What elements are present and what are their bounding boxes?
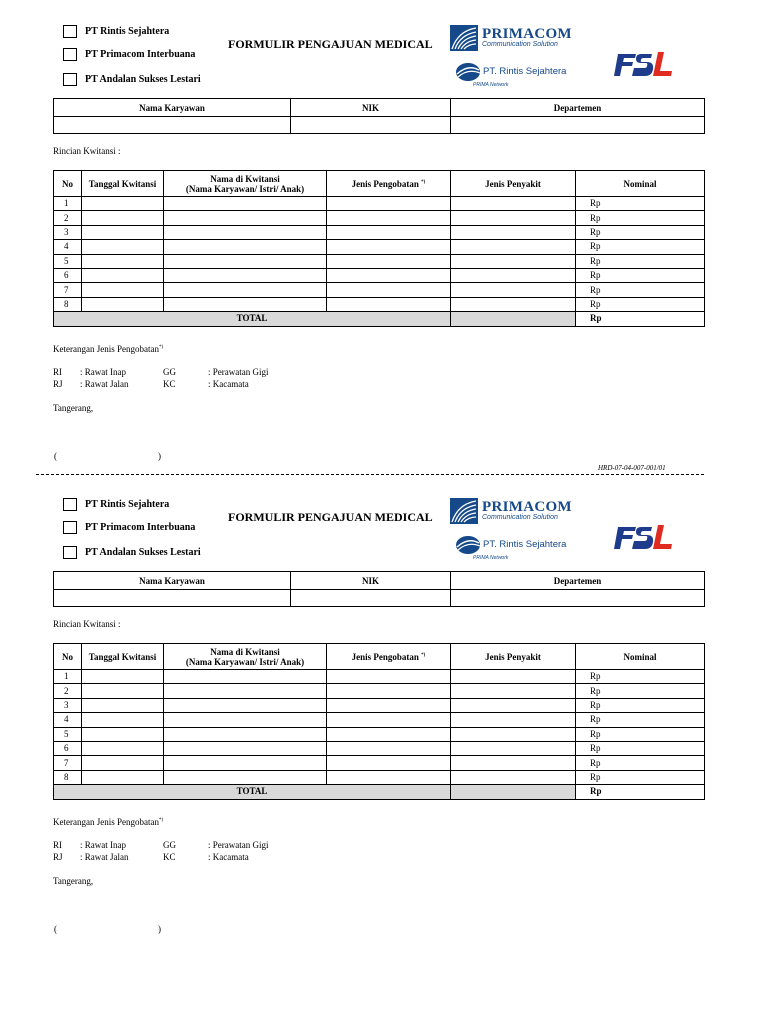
nama-field[interactable]	[164, 713, 327, 727]
desc-ri: : Rawat Inap	[80, 367, 126, 377]
desc-rj: : Rawat Jalan	[80, 852, 129, 862]
kwitansi-table-header	[54, 644, 705, 670]
form-title: FORMULIR PENGAJUAN MEDICAL	[228, 510, 433, 524]
code-gg: GG	[163, 367, 176, 377]
nama-field[interactable]	[164, 670, 327, 684]
total-nominal[interactable]: Rp	[576, 785, 705, 799]
keterangan-text: Keterangan Jenis Pengobatan	[53, 344, 159, 354]
footnote-marker: *)	[421, 180, 426, 185]
header-jenis-pengobatan	[327, 171, 451, 197]
code-gg: GG	[163, 840, 176, 850]
row-no: 1	[54, 197, 82, 211]
header-nama-line2: (Nama Karyawan/ Istri/ Anak)	[185, 183, 305, 194]
nominal-field[interactable]: Rp	[576, 770, 705, 784]
jenis-pengobatan-field[interactable]	[327, 197, 451, 211]
jenis-pengobatan-field[interactable]	[327, 684, 451, 698]
checkbox[interactable]	[63, 498, 77, 511]
kwitansi-row	[54, 240, 705, 254]
row-no: 8	[54, 770, 82, 784]
company-label: PT Primacom Interbuana	[85, 521, 196, 533]
tanggal-field[interactable]	[82, 197, 164, 211]
code-ri: RI	[53, 840, 62, 850]
primacom-tagline: Communication Solution	[482, 514, 558, 521]
primacom-wave-icon	[450, 25, 478, 51]
header-nama-line1: Nama di Kwitansi	[210, 173, 280, 184]
rincian-label: Rincian Kwitansi :	[53, 146, 121, 156]
total-label: TOTAL	[54, 785, 451, 799]
header-nama-line1: Nama di Kwitansi	[210, 646, 280, 657]
primacom-name: PRIMACOM	[482, 499, 572, 515]
company-option-andalan[interactable]	[63, 72, 201, 86]
nik-field[interactable]	[291, 590, 451, 607]
jenis-penyakit-field[interactable]	[451, 283, 576, 297]
header-nama-karyawan: Nama Karyawan	[54, 99, 291, 117]
nama-field[interactable]	[164, 698, 327, 712]
place-label: Tangerang,	[53, 403, 94, 413]
jenis-penyakit-field[interactable]	[451, 254, 576, 268]
header-tanggal-kwitansi: Tanggal Kwitansi	[82, 171, 164, 197]
code-ri: RI	[53, 367, 62, 377]
nama-field[interactable]	[164, 211, 327, 225]
rintis-tagline: PRIMA Network	[473, 555, 509, 561]
jenis-penyakit-field[interactable]	[451, 727, 576, 741]
tanggal-field[interactable]	[82, 254, 164, 268]
company-label: PT Rintis Sejahtera	[85, 498, 170, 510]
kwitansi-row	[54, 283, 705, 297]
header-nama-di-kwitansi	[164, 644, 327, 670]
row-no: 6	[54, 268, 82, 282]
fsl-logo	[614, 521, 674, 558]
jenis-pengobatan-field[interactable]	[327, 283, 451, 297]
total-spacer	[451, 312, 576, 326]
jenis-penyakit-field[interactable]	[451, 756, 576, 770]
nominal-field[interactable]: Rp	[576, 670, 705, 684]
signature-open: (	[54, 924, 57, 934]
company-label: PT Rintis Sejahtera	[85, 25, 170, 37]
employee-table	[53, 98, 705, 134]
code-kc: KC	[163, 852, 176, 862]
jenis-pengobatan-field[interactable]	[327, 727, 451, 741]
tanggal-field[interactable]	[82, 770, 164, 784]
row-no: 1	[54, 670, 82, 684]
signature-close: )	[158, 924, 161, 934]
nominal-field[interactable]: Rp	[576, 211, 705, 225]
desc-ri: : Rawat Inap	[80, 840, 126, 850]
nama-karyawan-field[interactable]	[54, 590, 291, 607]
rincian-label: Rincian Kwitansi :	[53, 619, 121, 629]
primacom-tagline: Communication Solution	[482, 41, 558, 48]
departemen-field[interactable]	[451, 590, 705, 607]
rintis-logo	[455, 535, 566, 561]
kwitansi-table	[53, 170, 705, 327]
nama-field[interactable]	[164, 297, 327, 311]
nominal-field[interactable]: Rp	[576, 254, 705, 268]
checkbox[interactable]	[63, 25, 77, 38]
header-nik: NIK	[291, 99, 451, 117]
jenis-pengobatan-field[interactable]	[327, 268, 451, 282]
tanggal-field[interactable]	[82, 727, 164, 741]
header-nominal: Nominal	[576, 171, 705, 197]
header-jenis-pengobatan	[327, 644, 451, 670]
kwitansi-table-header	[54, 171, 705, 197]
kwitansi-row	[54, 225, 705, 239]
kwitansi-row	[54, 254, 705, 268]
header-jenis-penyakit: Jenis Penyakit	[451, 644, 576, 670]
total-row	[54, 785, 705, 799]
signature-close: )	[158, 451, 161, 461]
employee-table	[53, 571, 705, 607]
jenis-penyakit-field[interactable]	[451, 268, 576, 282]
kwitansi-row	[54, 684, 705, 698]
desc-kc: : Kacamata	[208, 379, 249, 389]
employee-table-input-row	[54, 590, 705, 607]
keterangan-label	[53, 344, 163, 354]
medical-form	[0, 0, 768, 470]
jenis-penyakit-field[interactable]	[451, 211, 576, 225]
tanggal-field[interactable]	[82, 713, 164, 727]
header-jenis-penyakit: Jenis Penyakit	[451, 171, 576, 197]
row-no: 3	[54, 698, 82, 712]
fsl-logo-mark	[614, 48, 674, 80]
nama-karyawan-field[interactable]	[54, 117, 291, 134]
total-spacer	[451, 785, 576, 799]
kwitansi-table	[53, 643, 705, 800]
footnote-marker: *)	[421, 653, 426, 658]
nik-field[interactable]	[291, 117, 451, 134]
jenis-penyakit-field[interactable]	[451, 698, 576, 712]
jenis-penyakit-field[interactable]	[451, 297, 576, 311]
tanggal-field[interactable]	[82, 698, 164, 712]
nominal-field[interactable]: Rp	[576, 197, 705, 211]
signature-open: (	[54, 451, 57, 461]
desc-gg: : Perawatan Gigi	[208, 840, 269, 850]
tanggal-field[interactable]	[82, 297, 164, 311]
jenis-penyakit-field[interactable]	[451, 240, 576, 254]
nominal-field[interactable]: Rp	[576, 713, 705, 727]
company-option-andalan[interactable]	[63, 545, 201, 559]
tanggal-field[interactable]	[82, 211, 164, 225]
jenis-pengobatan-field[interactable]	[327, 211, 451, 225]
jenis-pengobatan-field[interactable]	[327, 756, 451, 770]
header-tanggal-kwitansi: Tanggal Kwitansi	[82, 644, 164, 670]
company-label: PT Andalan Sukses Lestari	[85, 73, 201, 85]
total-nominal[interactable]: Rp	[576, 312, 705, 326]
desc-gg: : Perawatan Gigi	[208, 367, 269, 377]
nama-field[interactable]	[164, 197, 327, 211]
rintis-name: PT. Rintis Sejahtera	[483, 539, 567, 550]
jenis-pengobatan-field[interactable]	[327, 770, 451, 784]
jenis-penyakit-field[interactable]	[451, 684, 576, 698]
jenis-penyakit-field[interactable]	[451, 225, 576, 239]
company-option-primacom[interactable]	[63, 520, 195, 534]
code-rj: RJ	[53, 852, 63, 862]
jenis-penyakit-field[interactable]	[451, 670, 576, 684]
form-title: FORMULIR PENGAJUAN MEDICAL	[228, 37, 433, 51]
cut-line	[36, 474, 704, 475]
nominal-field[interactable]: Rp	[576, 225, 705, 239]
company-option-primacom[interactable]	[63, 47, 195, 61]
row-no: 7	[54, 756, 82, 770]
nama-field[interactable]	[164, 268, 327, 282]
row-no: 3	[54, 225, 82, 239]
kwitansi-row	[54, 211, 705, 225]
nama-field[interactable]	[164, 225, 327, 239]
primacom-logo	[450, 25, 572, 51]
rintis-globe-icon	[455, 535, 481, 555]
checkbox[interactable]	[63, 73, 77, 86]
checkbox[interactable]	[63, 48, 77, 61]
tanggal-field[interactable]	[82, 268, 164, 282]
nominal-field[interactable]: Rp	[576, 240, 705, 254]
kwitansi-row	[54, 756, 705, 770]
nominal-field[interactable]: Rp	[576, 283, 705, 297]
header-no: No	[54, 171, 82, 197]
desc-kc: : Kacamata	[208, 852, 249, 862]
primacom-wave-icon	[450, 498, 478, 524]
code-kc: KC	[163, 379, 176, 389]
row-no: 7	[54, 283, 82, 297]
kwitansi-row	[54, 297, 705, 311]
keterangan-label	[53, 817, 163, 827]
desc-rj: : Rawat Jalan	[80, 379, 129, 389]
company-option-rintis[interactable]	[63, 24, 169, 38]
row-no: 8	[54, 297, 82, 311]
document-code: HRD-07-04-007-001/01	[598, 464, 666, 472]
jenis-pengobatan-field[interactable]	[327, 240, 451, 254]
row-no: 6	[54, 741, 82, 755]
nama-field[interactable]	[164, 254, 327, 268]
tanggal-field[interactable]	[82, 756, 164, 770]
jenis-pengobatan-field[interactable]	[327, 670, 451, 684]
nama-field[interactable]	[164, 283, 327, 297]
header-nominal: Nominal	[576, 644, 705, 670]
jenis-penyakit-field[interactable]	[451, 741, 576, 755]
header-jenis-pengobatan-label: Jenis Pengobatan	[351, 179, 419, 189]
footnote-marker: *)	[158, 818, 164, 823]
nama-field[interactable]	[164, 240, 327, 254]
jenis-penyakit-field[interactable]	[451, 770, 576, 784]
row-no: 2	[54, 684, 82, 698]
jenis-pengobatan-field[interactable]	[327, 741, 451, 755]
header-nama-line2: (Nama Karyawan/ Istri/ Anak)	[185, 656, 305, 667]
kwitansi-row	[54, 727, 705, 741]
nama-field[interactable]	[164, 756, 327, 770]
nama-field[interactable]	[164, 741, 327, 755]
code-rj: RJ	[53, 379, 63, 389]
kwitansi-row	[54, 698, 705, 712]
kwitansi-row	[54, 741, 705, 755]
company-option-rintis[interactable]	[63, 497, 169, 511]
rintis-logo	[455, 62, 566, 88]
jenis-pengobatan-field[interactable]	[327, 254, 451, 268]
nominal-field[interactable]: Rp	[576, 727, 705, 741]
tanggal-field[interactable]	[82, 670, 164, 684]
kwitansi-row	[54, 770, 705, 784]
header-jenis-pengobatan-label: Jenis Pengobatan	[351, 652, 419, 662]
nominal-field[interactable]: Rp	[576, 297, 705, 311]
primacom-name: PRIMACOM	[482, 26, 572, 42]
kwitansi-row	[54, 670, 705, 684]
tanggal-field[interactable]	[82, 283, 164, 297]
header-departemen: Departemen	[451, 572, 705, 590]
total-row	[54, 312, 705, 326]
header-nama-karyawan: Nama Karyawan	[54, 572, 291, 590]
fsl-logo	[614, 48, 674, 85]
footnote-marker: *)	[158, 345, 164, 350]
row-no: 5	[54, 254, 82, 268]
place-label: Tangerang,	[53, 876, 94, 886]
total-label: TOTAL	[54, 312, 451, 326]
jenis-penyakit-field[interactable]	[451, 713, 576, 727]
tanggal-field[interactable]	[82, 741, 164, 755]
jenis-pengobatan-field[interactable]	[327, 225, 451, 239]
header-no: No	[54, 644, 82, 670]
nominal-field[interactable]: Rp	[576, 268, 705, 282]
employee-table-header	[54, 99, 705, 117]
company-label: PT Primacom Interbuana	[85, 48, 196, 60]
employee-table-input-row	[54, 117, 705, 134]
nominal-field[interactable]: Rp	[576, 741, 705, 755]
employee-table-header	[54, 572, 705, 590]
header-nama-di-kwitansi	[164, 171, 327, 197]
kwitansi-row	[54, 713, 705, 727]
departemen-field[interactable]	[451, 117, 705, 134]
nama-field[interactable]	[164, 684, 327, 698]
row-no: 5	[54, 727, 82, 741]
primacom-logo	[450, 498, 572, 524]
tanggal-field[interactable]	[82, 225, 164, 239]
checkbox[interactable]	[63, 546, 77, 559]
row-no: 4	[54, 713, 82, 727]
company-label: PT Andalan Sukses Lestari	[85, 546, 201, 558]
tanggal-field[interactable]	[82, 240, 164, 254]
jenis-penyakit-field[interactable]	[451, 197, 576, 211]
medical-form	[0, 473, 768, 943]
fsl-logo-mark	[614, 521, 674, 553]
rintis-tagline: PRIMA Network	[473, 82, 509, 88]
nominal-field[interactable]: Rp	[576, 756, 705, 770]
row-no: 4	[54, 240, 82, 254]
rintis-globe-icon	[455, 62, 481, 82]
jenis-pengobatan-field[interactable]	[327, 297, 451, 311]
row-no: 2	[54, 211, 82, 225]
jenis-pengobatan-field[interactable]	[327, 713, 451, 727]
tanggal-field[interactable]	[82, 684, 164, 698]
kwitansi-row	[54, 197, 705, 211]
nominal-field[interactable]: Rp	[576, 684, 705, 698]
header-departemen: Departemen	[451, 99, 705, 117]
nama-field[interactable]	[164, 727, 327, 741]
nominal-field[interactable]: Rp	[576, 698, 705, 712]
jenis-pengobatan-field[interactable]	[327, 698, 451, 712]
kwitansi-row	[54, 268, 705, 282]
rintis-name: PT. Rintis Sejahtera	[483, 66, 567, 77]
nama-field[interactable]	[164, 770, 327, 784]
keterangan-text: Keterangan Jenis Pengobatan	[53, 817, 159, 827]
header-nik: NIK	[291, 572, 451, 590]
checkbox[interactable]	[63, 521, 77, 534]
